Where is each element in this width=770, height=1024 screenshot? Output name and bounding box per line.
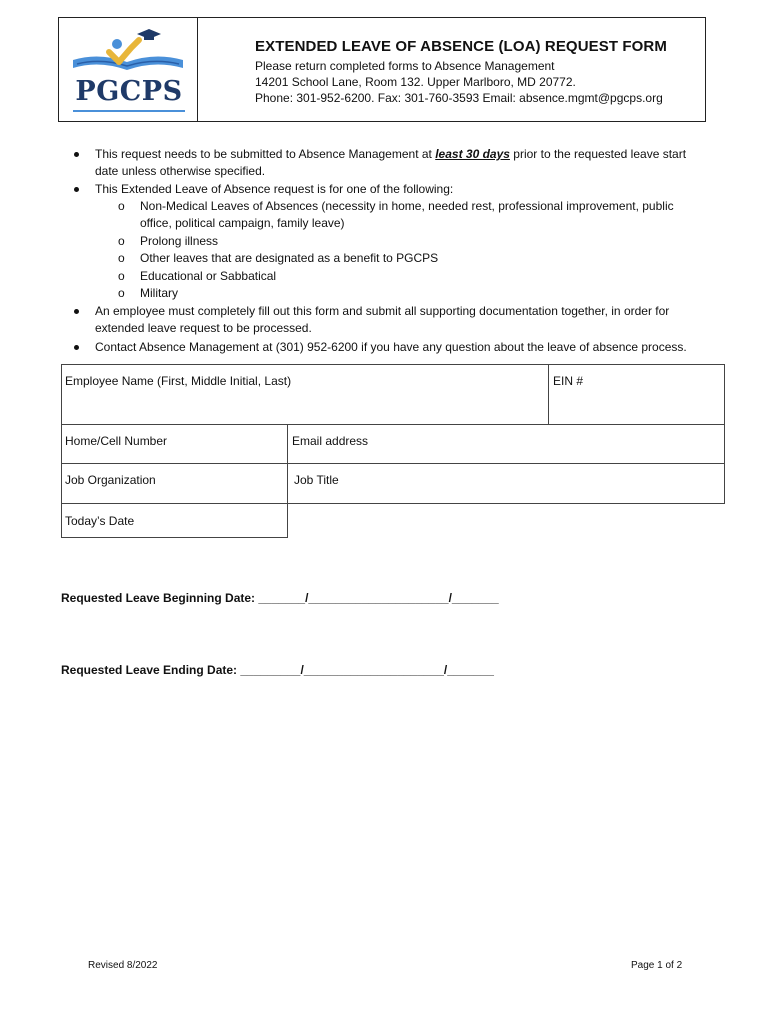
bullet-icon: [74, 152, 82, 160]
email-field[interactable]: [287, 424, 725, 464]
job-title-field[interactable]: [287, 463, 725, 504]
leave-type-military: Military: [140, 286, 178, 300]
logo-text: PGCPS: [75, 76, 183, 107]
leave-type-illness: Prolong illness: [140, 234, 219, 248]
employee-name-field[interactable]: [61, 364, 549, 425]
ein-field[interactable]: [548, 364, 725, 425]
bullet-icon: [74, 309, 82, 317]
form-header: [58, 17, 706, 122]
leave-type-educational: Educational or Sabbatical: [140, 269, 277, 283]
return-instructions: Please return completed forms to Absence Management: [255, 59, 555, 73]
instruction-3: An employee must completely fill out this form and submit all supporting documentation together, in order for: [95, 304, 670, 318]
instruction-1-line2: date unless otherwise specified.: [95, 164, 266, 178]
job-title-label: Job Title: [294, 473, 339, 487]
job-organization-field[interactable]: [61, 463, 288, 504]
logo-cell: [59, 18, 198, 121]
revision-note: Revised 8/2022: [88, 960, 158, 971]
phone-label: Home/Cell Number: [65, 434, 168, 448]
leave-type-non-medical: Non-Medical Leaves of Absences (necessity in home, needed rest, professional improvement, public: [140, 199, 674, 213]
instruction-1: [95, 146, 686, 163]
page-title: EXTENDED LEAVE OF ABSENCE (LOA) REQUEST FORM: [255, 38, 667, 55]
instruction-1-post: prior to the requested leave start: [509, 147, 687, 161]
ein-label: EIN #: [553, 374, 584, 388]
instruction-1-pre: This request needs to be submitted to Absence Management at: [95, 147, 436, 161]
email-label: Email address: [292, 434, 369, 448]
sub-bullet-icon: o: [118, 199, 125, 213]
instruction-1-emphasis: least 30 days: [435, 147, 510, 161]
leave-type-other: Other leaves that are designated as a benefit to PGCPS: [140, 251, 439, 265]
sub-bullet-icon: o: [118, 269, 125, 283]
contact-line: Phone: 301-952-6200. Fax: 301-760-3593 Email: absence.mgmt@pgcps.org: [255, 91, 663, 105]
page-number: Page 1 of 2: [631, 960, 683, 971]
leave-ending-date[interactable]: Requested Leave Ending Date: _________/_____________________/_______: [61, 663, 494, 677]
leave-beginning-date[interactable]: Requested Leave Beginning Date: _______/_____________________/_______: [61, 591, 499, 605]
logo-underline: [73, 110, 185, 112]
job-organization-label: Job Organization: [65, 473, 156, 487]
employee-name-label: Employee Name (First, Middle Initial, Last): [65, 374, 292, 388]
address-line: 14201 School Lane, Room 132. Upper Marlboro, MD 20772.: [255, 75, 576, 89]
phone-field[interactable]: [61, 424, 288, 464]
instruction-3-line2: extended leave request to be processed.: [95, 321, 312, 335]
header-text: [255, 38, 667, 106]
sub-bullet-icon: o: [118, 286, 125, 300]
leave-type-non-medical-line2: office, political campaign, family leave): [140, 216, 345, 230]
sub-bullet-icon: o: [118, 251, 125, 265]
bullet-icon: [74, 187, 82, 195]
sub-bullet-icon: o: [118, 234, 125, 248]
bullet-icon: [74, 345, 82, 353]
todays-date-field[interactable]: [61, 503, 288, 538]
instruction-2: This Extended Leave of Absence request is for one of the following:: [95, 182, 454, 196]
todays-date-label: Today’s Date: [65, 514, 135, 528]
instruction-4: Contact Absence Management at (301) 952-6200 if you have any question about the leave of absence process.: [95, 340, 687, 354]
